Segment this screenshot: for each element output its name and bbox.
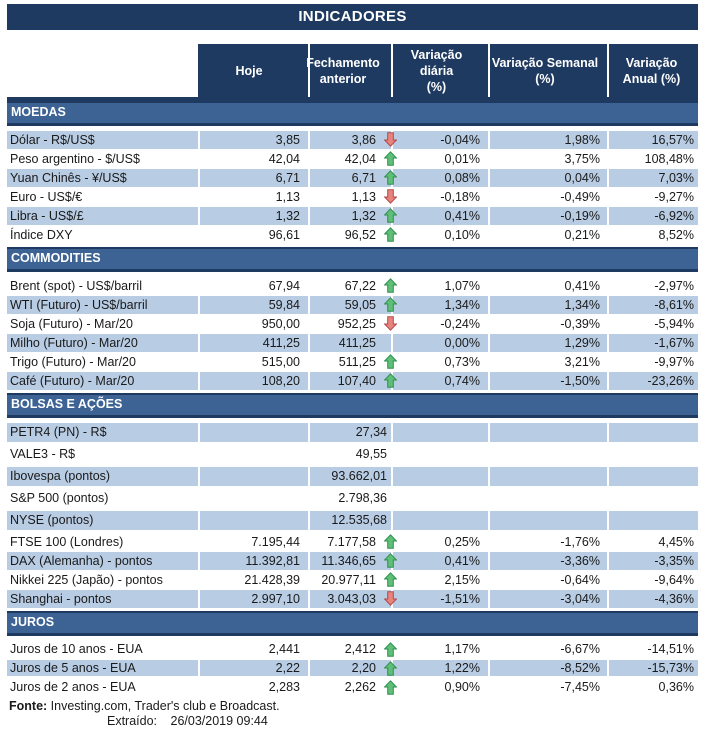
cell-variacao-diaria: [391, 207, 488, 225]
table-row: [7, 188, 698, 206]
arrow-up-icon: [384, 572, 397, 587]
cell-fechamento-anterior: 952,25: [308, 315, 391, 333]
arrow-down-icon: [384, 132, 397, 147]
table-row: [7, 277, 698, 295]
arrow-up-icon: [384, 278, 397, 293]
variacao-diaria-value: 0,73%: [444, 355, 480, 369]
cell-variacao-diaria: [391, 372, 488, 390]
row-label: FTSE 100 (Londres): [10, 535, 124, 549]
cell-variacao-anual: -4,36%: [607, 590, 698, 608]
table-row: [7, 467, 698, 486]
cell-variacao-diaria: [391, 571, 488, 589]
cell-fechamento-anterior: 2,412: [308, 641, 391, 657]
table-row: [7, 226, 698, 244]
cell-variacao-diaria: [391, 552, 488, 570]
cell-variacao-diaria: [391, 660, 488, 676]
arrow-up-icon: [384, 680, 397, 695]
cell-hoje: 1,32: [198, 207, 308, 225]
column-header-row: [7, 44, 698, 97]
cell-hoje: 11.392,81: [198, 552, 308, 570]
cell-variacao-anual: 7,03%: [607, 169, 698, 187]
variacao-diaria-value: 0,10%: [444, 228, 480, 242]
variacao-diaria-value: -0,24%: [440, 317, 480, 331]
section-header-commodities: COMMODITIES: [7, 247, 698, 272]
cell-variacao-semanal: -1,50%: [488, 372, 607, 390]
cell-fechamento-anterior: 1,13: [308, 188, 391, 206]
variacao-diaria-value: 1,22%: [444, 661, 480, 675]
arrow-up-icon: [384, 661, 397, 676]
cell-fechamento-anterior: 2.798,36: [308, 489, 391, 508]
column-header-line: (%): [426, 79, 447, 94]
table-row: [7, 445, 698, 464]
variacao-diaria-value: 0,74%: [444, 374, 480, 388]
cell-variacao-semanal: 1,98%: [488, 131, 607, 149]
cell-hoje: [198, 489, 308, 508]
cell-variacao-anual: -2,97%: [607, 277, 698, 295]
cell-variacao-diaria: [391, 641, 488, 657]
report-title: INDICADORES: [298, 8, 407, 25]
cell-hoje: [198, 445, 308, 464]
cell-fechamento-anterior: 7.177,58: [308, 533, 391, 551]
cell-variacao-diaria: [391, 226, 488, 244]
cell-variacao-semanal: [488, 423, 607, 442]
cell-hoje: 96,61: [198, 226, 308, 244]
table-row: [7, 169, 698, 187]
cell-hoje: [198, 511, 308, 530]
cell-fechamento-anterior: 3,86: [308, 131, 391, 149]
cell-hoje: 1,13: [198, 188, 308, 206]
variacao-diaria-value: 1,17%: [444, 642, 480, 656]
cell-hoje: 950,00: [198, 315, 308, 333]
arrow-up-icon: [384, 534, 397, 549]
variacao-diaria-value: 0,08%: [444, 171, 480, 185]
arrow-up-icon: [384, 208, 397, 223]
row-label: Nikkei 225 (Japão) - pontos: [10, 573, 163, 587]
variacao-diaria-value: 0,41%: [444, 209, 480, 223]
column-header-line: anterior: [319, 71, 367, 86]
row-label: Euro - US$/€: [10, 190, 83, 204]
cell-variacao-anual: [607, 511, 698, 530]
cell-hoje: 67,94: [198, 277, 308, 295]
table-row: [7, 150, 698, 168]
row-label: Juros de 2 anos - EUA: [10, 680, 136, 694]
cell-fechamento-anterior: 59,05: [308, 296, 391, 314]
cell-variacao-anual: [607, 423, 698, 442]
cell-hoje: 2.997,10: [198, 590, 308, 608]
row-label: Soja (Futuro) - Mar/20: [10, 317, 133, 331]
cell-variacao-diaria: [391, 590, 488, 608]
sections-container: [7, 103, 698, 695]
row-label: Brent (spot) - US$/barril: [10, 279, 142, 293]
table-row: [7, 533, 698, 551]
row-label: Dólar - R$/US$: [10, 133, 95, 147]
column-header-semanal: [488, 44, 607, 97]
variacao-diaria-value: 0,41%: [444, 554, 480, 568]
cell-variacao-semanal: 0,04%: [488, 169, 607, 187]
row-label: WTI (Futuro) - US$/barril: [10, 298, 148, 312]
arrow-up-icon: [384, 553, 397, 568]
table-row: [7, 590, 698, 608]
cell-variacao-diaria: [391, 511, 488, 530]
cell-fechamento-anterior: 11.346,65: [308, 552, 391, 570]
arrow-up-icon: [384, 297, 397, 312]
cell-variacao-anual: [607, 445, 698, 464]
variacao-diaria-value: 0,00%: [444, 336, 480, 350]
cell-fechamento-anterior: 2,20: [308, 660, 391, 676]
cell-variacao-diaria: [391, 353, 488, 371]
cell-variacao-anual: -14,51%: [607, 641, 698, 657]
variacao-diaria-value: 0,01%: [444, 152, 480, 166]
cell-variacao-anual: -1,67%: [607, 334, 698, 352]
source-note: [7, 699, 698, 714]
cell-variacao-semanal: -6,67%: [488, 641, 607, 657]
table-row: [7, 315, 698, 333]
cell-fechamento-anterior: 411,25: [308, 334, 391, 352]
cell-variacao-anual: -9,97%: [607, 353, 698, 371]
table-row: [7, 131, 698, 149]
section-header-juros: JUROS: [7, 611, 698, 636]
cell-variacao-anual: [607, 489, 698, 508]
arrow-up-icon: [384, 642, 397, 657]
cell-variacao-semanal: -8,52%: [488, 660, 607, 676]
cell-fechamento-anterior: 3.043,03: [308, 590, 391, 608]
cell-variacao-semanal: -0,39%: [488, 315, 607, 333]
cell-variacao-anual: -23,26%: [607, 372, 698, 390]
cell-hoje: [198, 467, 308, 486]
cell-hoje: 3,85: [198, 131, 308, 149]
cell-variacao-diaria: [391, 533, 488, 551]
cell-fechamento-anterior: 20.977,11: [308, 571, 391, 589]
row-label: NYSE (pontos): [10, 513, 94, 527]
cell-variacao-diaria: [391, 334, 488, 352]
cell-variacao-semanal: [488, 511, 607, 530]
cell-variacao-semanal: [488, 467, 607, 486]
cell-fechamento-anterior: 12.535,68: [308, 511, 391, 530]
row-label: Café (Futuro) - Mar/20: [10, 374, 135, 388]
variacao-diaria-value: -0,18%: [440, 190, 480, 204]
column-header-line: Variação: [625, 55, 678, 70]
cell-fechamento-anterior: 27,34: [308, 423, 391, 442]
extracted-note: [7, 714, 698, 729]
cell-variacao-anual: 4,45%: [607, 533, 698, 551]
cell-variacao-anual: -3,35%: [607, 552, 698, 570]
cell-variacao-anual: 8,52%: [607, 226, 698, 244]
row-label: PETR4 (PN) - R$: [10, 425, 107, 439]
column-header-line: Variação Semanal: [491, 55, 599, 70]
arrow-up-icon: [384, 373, 397, 388]
row-label: Milho (Futuro) - Mar/20: [10, 336, 138, 350]
column-header-anual: [607, 44, 698, 97]
table-row: [7, 489, 698, 508]
arrow-up-icon: [384, 170, 397, 185]
cell-variacao-anual: 16,57%: [607, 131, 698, 149]
indicators-report: [7, 4, 698, 729]
table-row: [7, 660, 698, 676]
cell-variacao-semanal: 0,21%: [488, 226, 607, 244]
arrow-up-icon: [384, 151, 397, 166]
cell-variacao-diaria: [391, 131, 488, 149]
cell-variacao-semanal: -0,19%: [488, 207, 607, 225]
source-text: Investing.com, Trader's club e Broadcast.: [50, 699, 280, 713]
cell-variacao-semanal: [488, 489, 607, 508]
row-label: DAX (Alemanha) - pontos: [10, 554, 153, 568]
cell-hoje: 515,00: [198, 353, 308, 371]
row-label: Shanghai - pontos: [10, 592, 112, 606]
cell-hoje: 7.195,44: [198, 533, 308, 551]
cell-variacao-semanal: 0,41%: [488, 277, 607, 295]
variacao-diaria-value: -0,04%: [440, 133, 480, 147]
column-header-line: Variação diária: [410, 47, 463, 78]
row-label: Juros de 10 anos - EUA: [10, 642, 143, 656]
cell-variacao-semanal: 3,75%: [488, 150, 607, 168]
cell-fechamento-anterior: 511,25: [308, 353, 391, 371]
table-row: [7, 296, 698, 314]
table-row: [7, 511, 698, 530]
cell-variacao-diaria: [391, 277, 488, 295]
row-label: Índice DXY: [10, 228, 73, 242]
cell-variacao-anual: [607, 467, 698, 486]
cell-fechamento-anterior: 96,52: [308, 226, 391, 244]
column-header-hoje: [198, 44, 308, 97]
table-row: [7, 679, 698, 695]
row-label: Ibovespa (pontos): [10, 469, 111, 483]
cell-fechamento-anterior: 93.662,01: [308, 467, 391, 486]
variacao-diaria-value: -1,51%: [440, 592, 480, 606]
arrow-up-icon: [384, 354, 397, 369]
cell-variacao-diaria: [391, 467, 488, 486]
cell-variacao-diaria: [391, 445, 488, 464]
cell-fechamento-anterior: 6,71: [308, 169, 391, 187]
cell-variacao-diaria: [391, 489, 488, 508]
cell-hoje: 21.428,39: [198, 571, 308, 589]
cell-variacao-diaria: [391, 679, 488, 695]
cell-hoje: 42,04: [198, 150, 308, 168]
cell-variacao-diaria: [391, 315, 488, 333]
table-row: [7, 423, 698, 442]
column-header-line: Hoje: [235, 63, 263, 78]
cell-fechamento-anterior: 42,04: [308, 150, 391, 168]
column-header-fech: [308, 44, 391, 97]
extracted-value: 26/03/2019 09:44: [170, 714, 268, 728]
cell-fechamento-anterior: 67,22: [308, 277, 391, 295]
table-row: [7, 641, 698, 657]
table-row: [7, 552, 698, 570]
cell-hoje: 6,71: [198, 169, 308, 187]
cell-variacao-anual: -15,73%: [607, 660, 698, 676]
cell-variacao-diaria: [391, 150, 488, 168]
arrow-down-icon: [384, 591, 397, 606]
variacao-diaria-value: 1,07%: [444, 279, 480, 293]
cell-variacao-semanal: 3,21%: [488, 353, 607, 371]
cell-variacao-diaria: [391, 296, 488, 314]
row-label: VALE3 - R$: [10, 447, 76, 461]
cell-variacao-semanal: -0,64%: [488, 571, 607, 589]
cell-variacao-anual: -9,27%: [607, 188, 698, 206]
cell-variacao-anual: -9,64%: [607, 571, 698, 589]
variacao-diaria-value: 1,34%: [444, 298, 480, 312]
cell-variacao-anual: 108,48%: [607, 150, 698, 168]
row-label: S&P 500 (pontos): [10, 491, 109, 505]
arrow-up-icon: [384, 227, 397, 242]
row-label: Libra - US$/£: [10, 209, 84, 223]
cell-fechamento-anterior: 2,262: [308, 679, 391, 695]
cell-hoje: 108,20: [198, 372, 308, 390]
cell-hoje: 2,22: [198, 660, 308, 676]
section-header-bolsas-e-a-es: BOLSAS E AÇÕES: [7, 393, 698, 418]
arrow-down-icon: [384, 316, 397, 331]
source-label: Fonte:: [9, 699, 48, 713]
row-label: Yuan Chinês - ¥/US$: [10, 171, 127, 185]
cell-variacao-diaria: [391, 423, 488, 442]
cell-variacao-anual: -8,61%: [607, 296, 698, 314]
cell-fechamento-anterior: 1,32: [308, 207, 391, 225]
row-label: Peso argentino - $/US$: [10, 152, 140, 166]
table-row: [7, 372, 698, 390]
cell-variacao-anual: -6,92%: [607, 207, 698, 225]
report-title-bar: [7, 4, 698, 30]
table-row: [7, 353, 698, 371]
table-row: [7, 207, 698, 225]
cell-hoje: [198, 423, 308, 442]
cell-variacao-semanal: [488, 445, 607, 464]
cell-variacao-semanal: -1,76%: [488, 533, 607, 551]
cell-variacao-semanal: -3,04%: [488, 590, 607, 608]
table-row: [7, 571, 698, 589]
cell-variacao-semanal: 1,29%: [488, 334, 607, 352]
cell-variacao-semanal: -0,49%: [488, 188, 607, 206]
column-header-line: Fechamento: [306, 55, 380, 70]
cell-hoje: 59,84: [198, 296, 308, 314]
column-header-diaria: [391, 44, 488, 97]
cell-variacao-semanal: 1,34%: [488, 296, 607, 314]
row-label: Juros de 5 anos - EUA: [10, 661, 136, 675]
cell-fechamento-anterior: 107,40: [308, 372, 391, 390]
cell-hoje: 2,441: [198, 641, 308, 657]
extracted-label: Extraído:: [107, 714, 158, 728]
arrow-down-icon: [384, 189, 397, 204]
cell-hoje: 411,25: [198, 334, 308, 352]
cell-variacao-diaria: [391, 169, 488, 187]
cell-variacao-diaria: [391, 188, 488, 206]
section-header-moedas: MOEDAS: [7, 103, 698, 126]
column-header-line: Anual (%): [622, 71, 681, 86]
cell-variacao-anual: -5,94%: [607, 315, 698, 333]
row-label: Trigo (Futuro) - Mar/20: [10, 355, 136, 369]
variacao-diaria-value: 2,15%: [444, 573, 480, 587]
header-spacer: [7, 44, 198, 97]
table-row: [7, 334, 698, 352]
cell-hoje: 2,283: [198, 679, 308, 695]
column-header-line: (%): [535, 71, 555, 86]
cell-variacao-anual: 0,36%: [607, 679, 698, 695]
variacao-diaria-value: 0,90%: [444, 680, 480, 694]
cell-variacao-semanal: -3,36%: [488, 552, 607, 570]
cell-variacao-semanal: -7,45%: [488, 679, 607, 695]
cell-fechamento-anterior: 49,55: [308, 445, 391, 464]
variacao-diaria-value: 0,25%: [444, 535, 480, 549]
